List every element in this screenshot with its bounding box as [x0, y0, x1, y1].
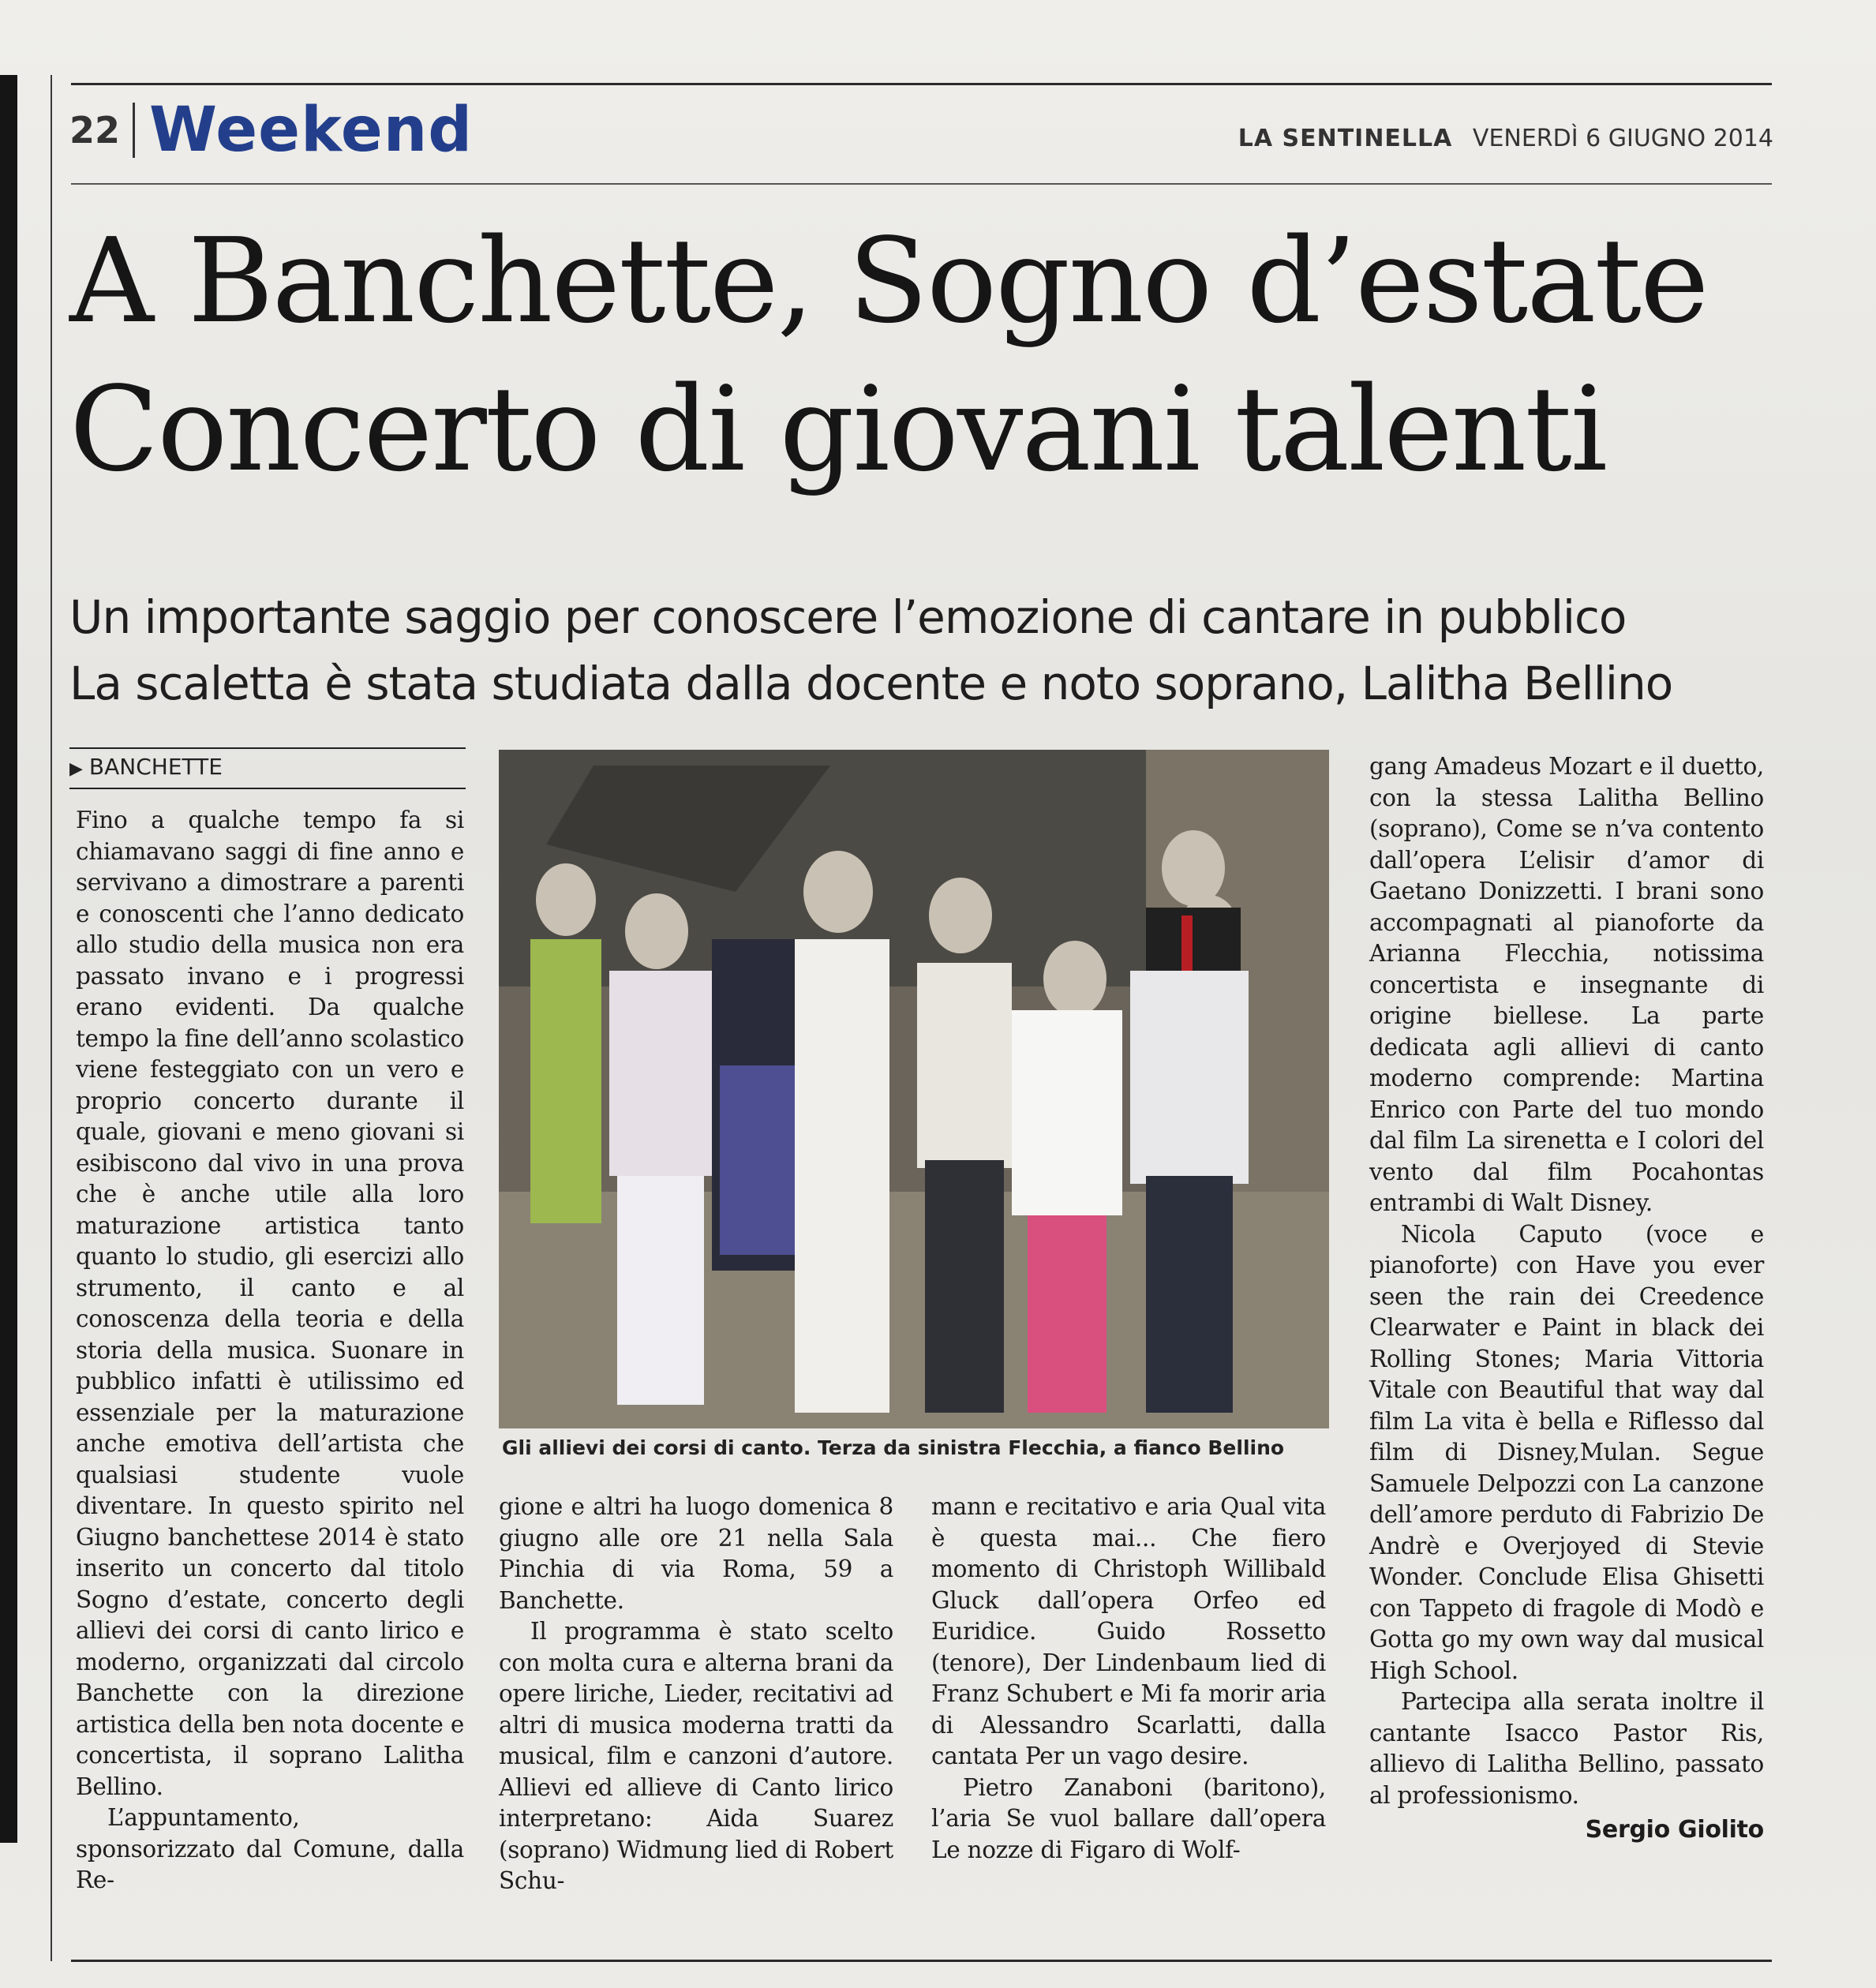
location-kicker	[69, 747, 466, 789]
paragraph: Partecipa alla serata inoltre il cantante Isacco Pastor Ris, allievo di Lalitha Bellino, passato al professionismo.	[1369, 1688, 1764, 1809]
issue-date: VENERDÌ 6 GIUGNO 2014	[1472, 125, 1773, 152]
page-number: 22	[69, 109, 121, 152]
binding-edge	[0, 75, 17, 1843]
paragraph: Fino a qualche tempo fa si chiamavano saggi di fine anno e servivano a dimostrare a parenti e conoscenti che l’anno dedicato allo studio della musica non era passato invano e i progressi erano evidenti. Da qualche tempo la fine dell’anno scolastico viene festeggiato con un vero e proprio concerto durante il quale, giovani e meno giovani si esibiscono dal vivo in una prova che è anche utile alla loro maturazione artistica tanto quanto lo studio, gli esercizi allo strumento, il canto e al conoscenza della teoria e della storia della musica. Suonare in pubblico infatti è utilissimo ed essenziale per la maturazione anche emotiva dell’artista che qualsiasi studente vuole diventare. In questo spirito nel Giugno banchettese 2014 è stato inserito un concerto dal titolo Sogno d’estate, concerto degli allievi dei corsi di canto lirico e moderno, organizzati dal circolo Banchette con la direzione artistica della ben nota docente e concertista, il soprano Lalitha Bellino.	[76, 807, 464, 1800]
paragraph: gang Amadeus Mozart e il duetto, con la stessa Lalitha Bellino (soprano), Come se n’va contento dall’opera L’elisir d’amor di Gaetano Donizzetti. I brani sono accompagnati al pianoforte da Arianna Flecchia, notissima concertista e insegnante di origine biellese. La parte dedicata agli allievi di canto moderno comprende: Martina Enrico con Parte del tuo mondo dal film La sirenetta e I colori del vento dal film Pocahontas entrambi di Walt Disney.	[1369, 753, 1764, 1216]
column-rule-left	[51, 75, 52, 1961]
article-column-2	[499, 1492, 893, 1897]
article-column-3	[931, 1492, 1326, 1866]
subhead-line-2: La scaletta è stata studiata dalla docente e noto soprano, Lalitha Bellino	[69, 657, 1673, 710]
headline-line-1: A Banchette, Sogno d’estate	[69, 213, 1708, 349]
paragraph: mann e recitativo e aria Qual vita è questa mai... Che fiero momento di Christoph Willibald Gluck dall’opera Orfeo ed Euridice. Guido Rossetto (tenore), Der Lindenbaum lied di Franz Schubert e Mi fa morir aria di Alessandro Scarlatti, dalla cantata Per un vago desire.	[931, 1493, 1326, 1769]
kicker-label: BANCHETTE	[88, 754, 223, 780]
newspaper-name: LA SENTINELLA	[1238, 125, 1453, 152]
paragraph: gione e altri ha luogo domenica 8 giugno alle ore 21 nella Sala Pinchia di via Roma, 59 a Banchette.	[499, 1493, 893, 1614]
article-column-4	[1369, 751, 1764, 1846]
header-rule-bottom	[71, 183, 1772, 185]
kicker-arrow-icon: ▶	[69, 759, 83, 779]
folio-separator	[133, 103, 135, 158]
paragraph: Pietro Zanaboni (baritono), l’aria Se vuol ballare dall’opera Le nozze di Figaro di Wolf-	[931, 1773, 1326, 1863]
article-photo	[499, 750, 1329, 1428]
subhead-line-1: Un importante saggio per conoscere l’emozione di cantare in pubblico	[69, 590, 1627, 644]
section-title: Weekend	[149, 95, 474, 166]
headline	[69, 207, 1845, 504]
article-column-1	[76, 805, 464, 1896]
subheadline	[69, 584, 1845, 717]
page-folio	[69, 95, 474, 166]
masthead-info	[1238, 125, 1773, 152]
header-rule-top	[71, 83, 1772, 85]
footer-rule	[71, 1960, 1772, 1962]
paragraph: L’appuntamento, sponsorizzato dal Comune, dalla Re-	[76, 1804, 464, 1893]
headline-line-2: Concerto di giovani talenti	[69, 361, 1607, 497]
author-byline: Sergio Giolito	[1585, 1816, 1764, 1844]
photo-caption: Gli allievi dei corsi di canto. Terza da sinistra Flecchia, a fianco Bellino	[502, 1436, 1285, 1459]
paragraph: Il programma è stato scelto con molta cura e alterna brani da opere liriche, Lieder, recitativi ad altri di musica moderna tratti da musical, film e canzoni d’autore. Allievi ed allieve di Canto lirico interpretano: Aida Suarez (soprano) Widmung lied di Robert Schu-	[499, 1618, 893, 1894]
paragraph: Nicola Caputo (voce e pianoforte) con Have you ever seen the rain dei Creedence Clearwater e Paint in black dei Rolling Stones; Maria Vittoria Vitale con Beautiful that way dal film La vita è bella e Riflesso dal film di Disney,Mulan. Segue Samuele Delpozzi con La canzone dell’amore perduto di Fabrizio De Andrè e Overjoyed di Stevie Wonder. Conclude Elisa Ghisetti con Tappeto di fragole di Modò e Gotta go my own way dal musical High School.	[1369, 1220, 1764, 1684]
group-photo-illustration	[499, 750, 1329, 1428]
